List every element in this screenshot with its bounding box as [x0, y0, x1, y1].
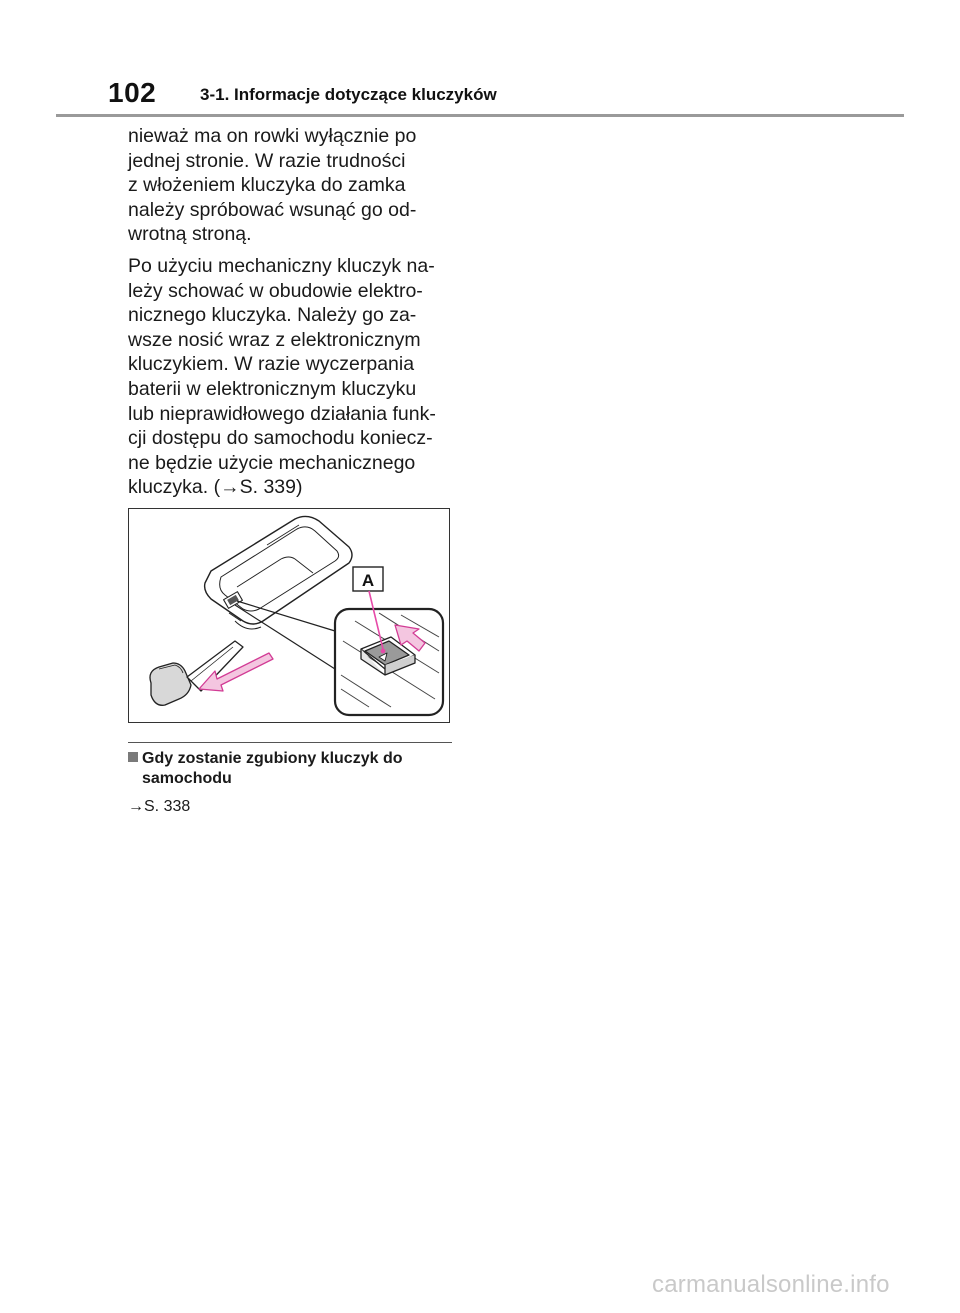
callout-a-label: A: [361, 571, 375, 590]
subheading-line-2: samochodu: [142, 770, 232, 787]
text-line: nieważ ma on rowki wyłącznie po: [128, 125, 417, 147]
square-bullet-icon: [128, 752, 138, 762]
header-rule: [56, 114, 904, 117]
text-line: wrotną stroną.: [128, 223, 252, 246]
body-text: [128, 124, 458, 507]
text-line: z włożeniem kluczyka do zamka: [128, 174, 406, 197]
text-line: leży schować w obudowie elektro-: [128, 279, 423, 302]
key-fob-icon: [205, 516, 352, 629]
paragraph-1: [128, 124, 458, 247]
text-line: cji dostępu do samochodu koniecz-: [128, 427, 433, 450]
text-line: Po użyciu mechaniczny kluczyk na-: [128, 254, 435, 277]
callout-a: [353, 567, 383, 591]
text-line: baterii w elektronicznym kluczyku: [128, 377, 417, 400]
text-line: nicznego kluczyka. Należy go za-: [128, 304, 417, 327]
zoom-detail: [335, 609, 443, 715]
text-line: lub nieprawidłowego działania funk-: [128, 402, 436, 425]
key-illustration-drawing: [129, 509, 451, 724]
text-line: jednej stronie. W razie trudności: [128, 149, 406, 172]
page-number: 102: [108, 77, 157, 108]
text-line: kluczykiem. W razie wyczerpania: [128, 353, 415, 376]
text-line: wsze nosić wraz z elektronicznym: [128, 328, 421, 351]
watermark-text: carmanualsonline.info: [652, 1271, 890, 1298]
subheading-lost-key: [128, 749, 458, 789]
text-line: kluczyka. (→S. 339): [128, 476, 303, 499]
subheading-line-1: Gdy zostanie zgubiony kluczyk do: [142, 750, 403, 767]
section-rule: [128, 742, 452, 743]
text-line: należy spróbować wsunąć go od-: [128, 198, 417, 221]
text-line: ne będzie użycie mechanicznego: [128, 451, 416, 474]
page-header: [0, 0, 960, 118]
key-illustration: [128, 508, 450, 723]
paragraph-2: [128, 254, 458, 500]
section-title: 3-1. Informacje dotyczące kluczyków: [200, 85, 497, 104]
page-reference: →S. 338: [128, 798, 191, 815]
